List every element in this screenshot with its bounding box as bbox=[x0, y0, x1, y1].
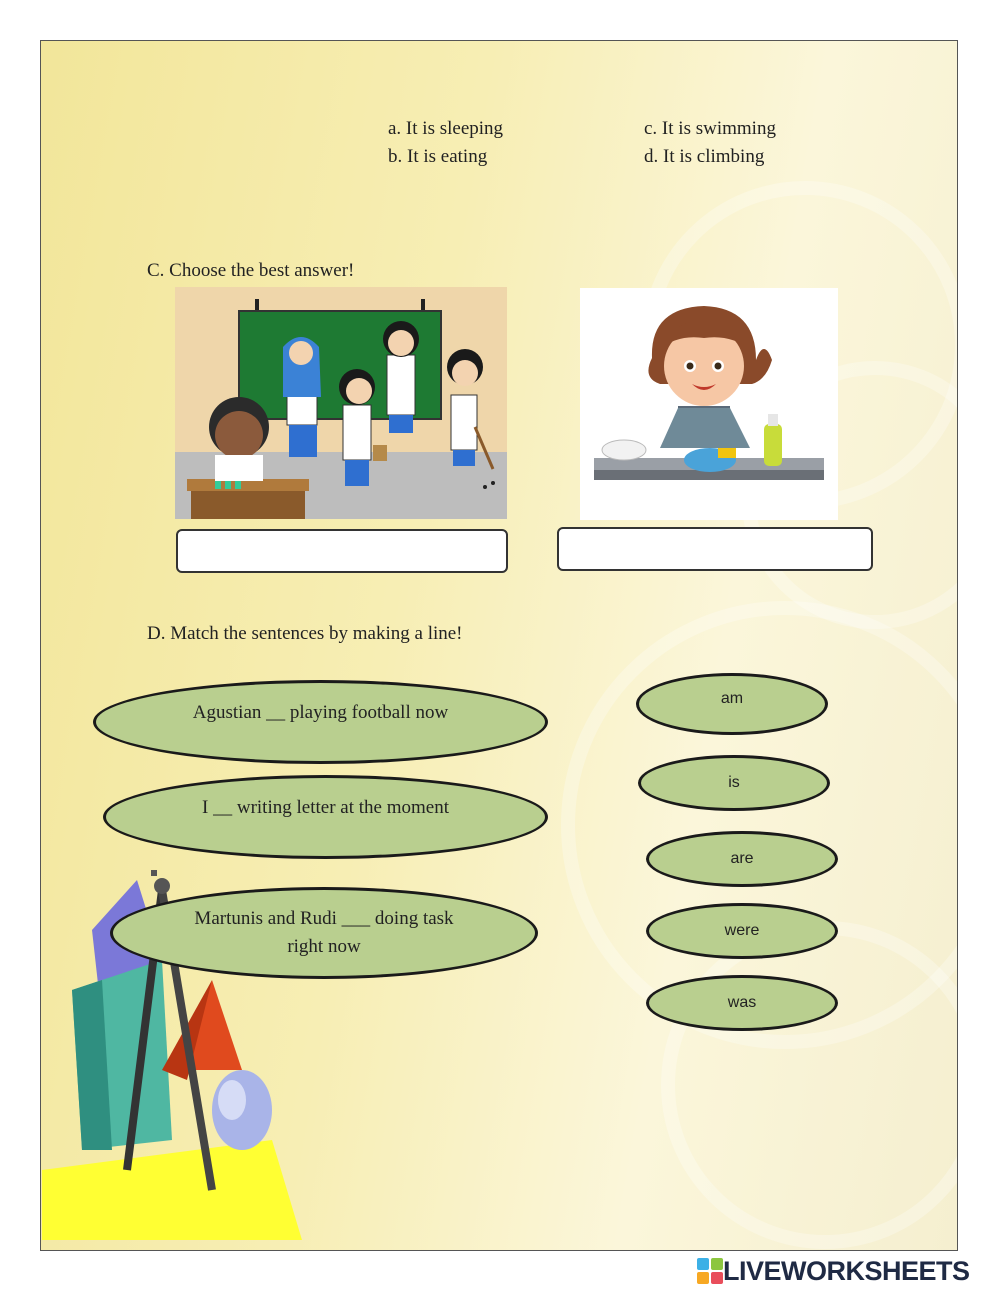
logo-text: LIVEWORKSHEETS bbox=[723, 1255, 970, 1286]
option-b: b. It is eating bbox=[388, 146, 488, 167]
sentence-ellipse-2[interactable] bbox=[103, 775, 548, 859]
answer-box-dishwashing[interactable] bbox=[557, 527, 873, 571]
word-text: is bbox=[728, 774, 740, 791]
word-ellipse-were[interactable] bbox=[646, 903, 838, 959]
logo-badge-icon bbox=[697, 1258, 723, 1284]
section-d-title: D. Match the sentences by making a line! bbox=[147, 623, 463, 644]
dishwashing-image bbox=[580, 288, 838, 520]
option-d: d. It is climbing bbox=[644, 146, 765, 167]
classroom-cleaning-image bbox=[175, 287, 507, 519]
word-ellipse-is[interactable] bbox=[638, 755, 830, 811]
sentence-ellipse-1[interactable] bbox=[93, 680, 548, 764]
word-ellipse-are[interactable] bbox=[646, 831, 838, 887]
word-ellipse-was[interactable] bbox=[646, 975, 838, 1031]
sentence-ellipse-3[interactable] bbox=[110, 887, 538, 979]
word-text: was bbox=[727, 994, 757, 1011]
word-text: were bbox=[724, 922, 760, 939]
word-text: are bbox=[730, 850, 754, 867]
liveworksheets-logo bbox=[697, 1256, 970, 1286]
word-text: am bbox=[720, 690, 744, 707]
option-a: a. It is sleeping bbox=[388, 118, 504, 139]
sentence-text: Martunis and Rudi ___ doing task right now bbox=[194, 908, 454, 957]
sentence-text: Agustian __ playing football now bbox=[192, 702, 449, 723]
option-c: c. It is swimming bbox=[644, 118, 776, 139]
word-ellipse-am[interactable] bbox=[636, 673, 828, 735]
answer-box-classroom[interactable] bbox=[176, 529, 508, 573]
sentence-text: I __ writing letter at the moment bbox=[202, 797, 449, 818]
section-c-title: C. Choose the best answer! bbox=[147, 260, 355, 281]
